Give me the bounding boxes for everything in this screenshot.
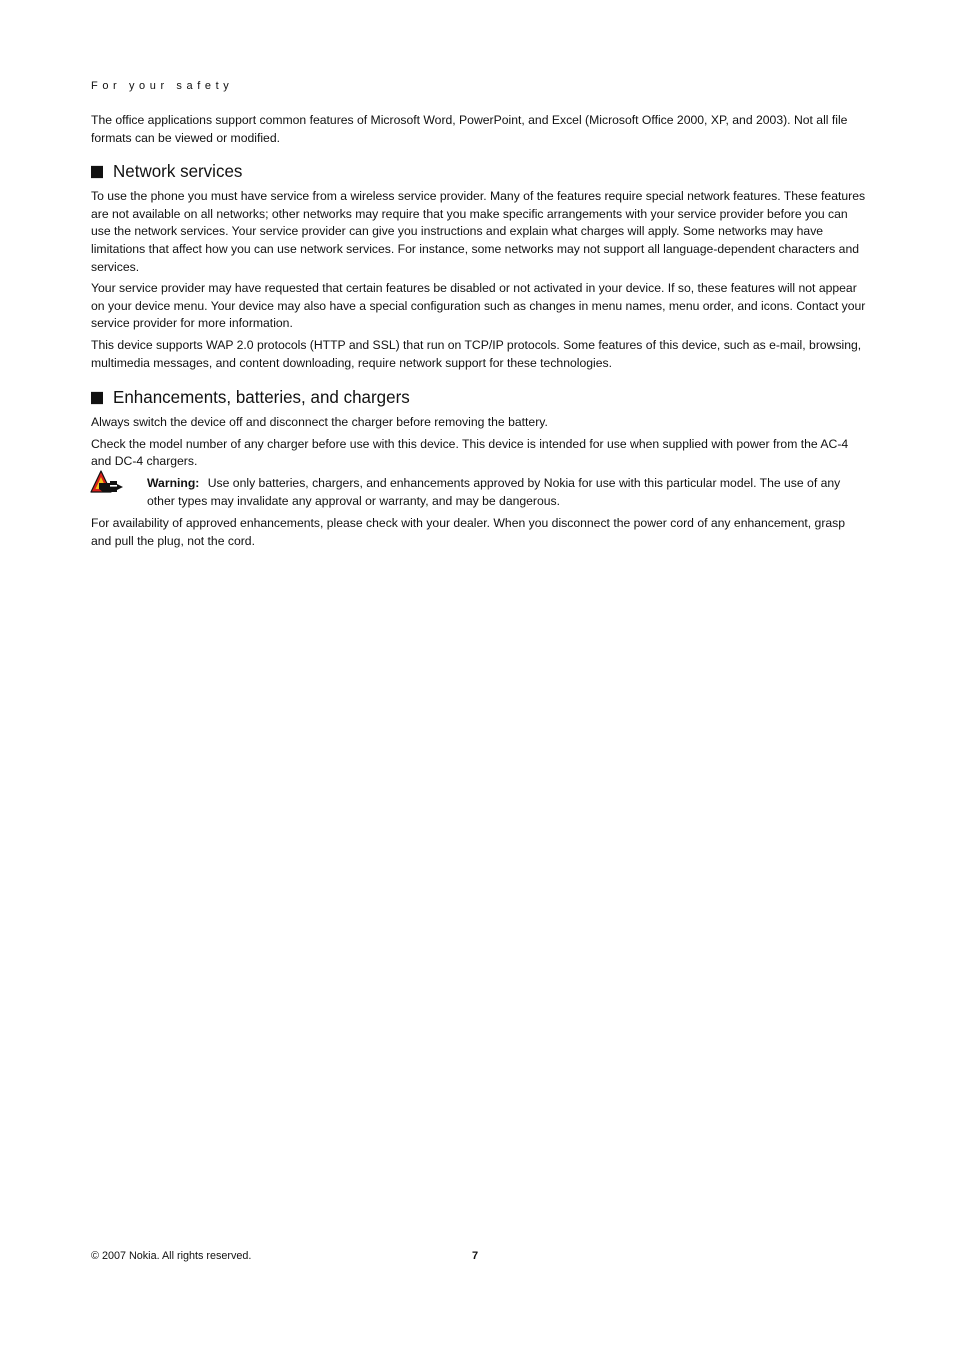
footer-copyright: © 2007 Nokia. All rights reserved. [91,1250,252,1262]
heading-text: Network services [113,161,243,182]
section-network-services [91,161,866,372]
intro-paragraph: The office applications support common features of Microsoft Word, PowerPoint, and Excel (Microsoft Office 2000, XP, and 2003). Not all file formats can be viewed or modified. [91,113,848,145]
paragraph: Your service provider may have requested that certain features be disabled or not activated in your device. If so, these features will not appear on your device menu. Your device may also have a special configuration such as changes in menu names, menu order, and icons. Contact your service provider for more information. [91,281,866,331]
section-enhancements [91,387,866,550]
section-heading-network-services [91,161,866,183]
paragraph: Check the model number of any charger before use with this device. This device is intended for use when supplied with power from the AC-4 and DC-4 chargers. [91,436,849,469]
warning-text: Use only batteries, chargers, and enhancements approved by Nokia for use with this particular model. The use of any other types may invalidate any approval or warranty, and may be dangerous. [147,475,841,508]
heading-text: Enhancements, batteries, and chargers [113,387,410,408]
paragraph: Always switch the device off and disconnect the charger before removing the battery. [91,415,548,430]
heading-bullet-icon [91,392,103,404]
warning-note [91,475,866,510]
heading-bullet-icon [91,166,103,178]
warning-hand-icon [90,470,126,496]
page-number: 7 [472,1250,479,1262]
section-heading-enhancements [91,387,866,409]
paragraph: For availability of approved enhancements, please check with your dealer. When you disconnect the power cord of any enhancement, grasp and pull the plug, not the cord. [91,516,846,548]
paragraph: This device supports WAP 2.0 protocols (HTTP and SSL) that run on TCP/IP protocols. Some features of this device, such as e-mail, browsing, multimedia messages, and content downloading, require network support for these technologies. [91,337,862,370]
paragraph: To use the phone you must have service from a wireless service provider. Many of the features require special network features. These features are not available on all networks; other networks may require that you make specific arrangements with your service provider before you can use the network services. Your service provider can give you instructions and explain what charges will apply. Some networks may have limitations that affect how you can use network services. For instance, some networks may not support all language-dependent characters and services. [91,189,866,274]
page-content [91,112,866,554]
warning-label: Warning: [147,475,200,490]
running-header: For your safety [91,80,234,92]
